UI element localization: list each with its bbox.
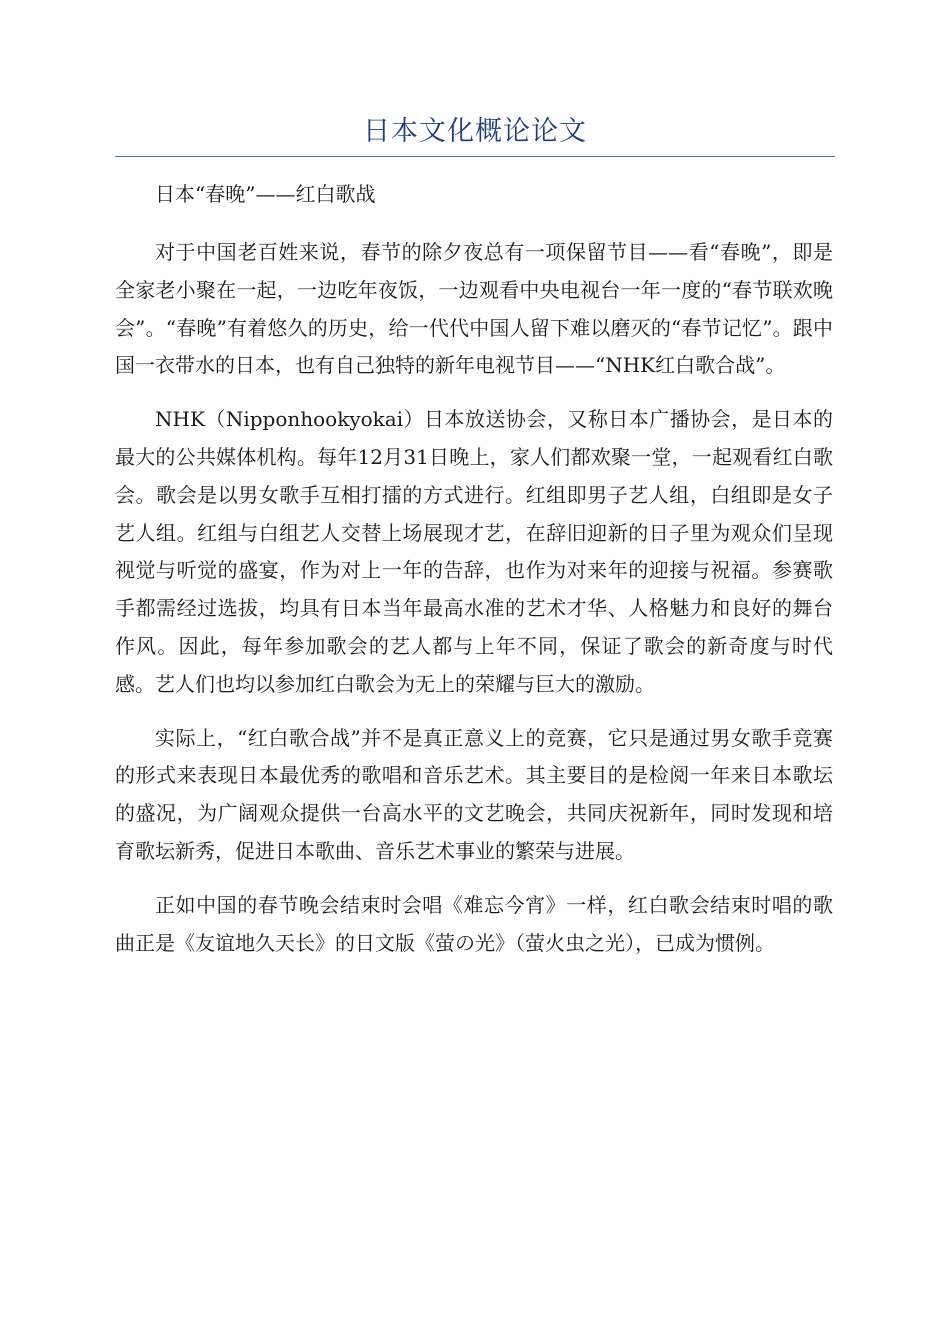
title-block: [115, 112, 835, 157]
document-title: 日本文化概论论文: [363, 116, 587, 147]
document-subtitle: 日本“春晚”——红白歌战: [155, 182, 376, 206]
paragraph-2: NHK（Nipponhookyokai）日本放送协会，又称日本广播协会，是日本的最大的公共媒体机构。每年12月31日晚上，家人们都欢聚一堂，一起观看红白歌会。歌会是以男女歌手互相打擂的方式进行。红组即男子艺人组，白组即是女子艺人组。红组与白组艺人交替上场展现才艺，在辞旧迎新的日子里为观众们呈现视觉与听觉的盛宴，作为对上一年的告辞，也作为对来年的迎接与祝福。参赛歌手都需经过选拔，均具有日本当年最高水准的艺术才华、人格魅力和良好的舞台作风。因此，每年参加歌会的艺人都与上年不同，保证了歌会的新奇度与时代感。艺人们也均以参加红白歌会为无上的荣耀与巨大的激励。: [115, 407, 833, 696]
document-body: [115, 176, 833, 962]
paragraph-1: 对于中国老百姓来说，春节的除夕夜总有一项保留节目——看“春晚”，即是全家老小聚在一起，一边吃年夜饭，一边观看中央电视台一年一度的“春节联欢晚会”。“春晚”有着悠久的历史，给一代代中国人留下难以磨灭的“春节记忆”。跟中国一衣带水的日本，也有自己独特的新年电视节目——“NHK红白歌合战”。: [115, 240, 833, 378]
paragraph-4: 正如中国的春节晚会结束时会唱《难忘今宵》一样，红白歌会结束时唱的歌曲正是《友谊地久天长》的日文版《萤の光》（萤火虫之光），已成为惯例。: [115, 892, 833, 955]
paragraph-3: 实际上，“红白歌合战”并不是真正意义上的竞赛，它只是通过男女歌手竞赛的形式来表现日本最优秀的歌唱和音乐艺术。其主要目的是检阅一年来日本歌坛的盛况，为广阔观众提供一台高水平的文艺晚会，共同庆祝新年，同时发现和培育歌坛新秀，促进日本歌曲、音乐艺术事业的繁荣与进展。: [115, 725, 833, 863]
